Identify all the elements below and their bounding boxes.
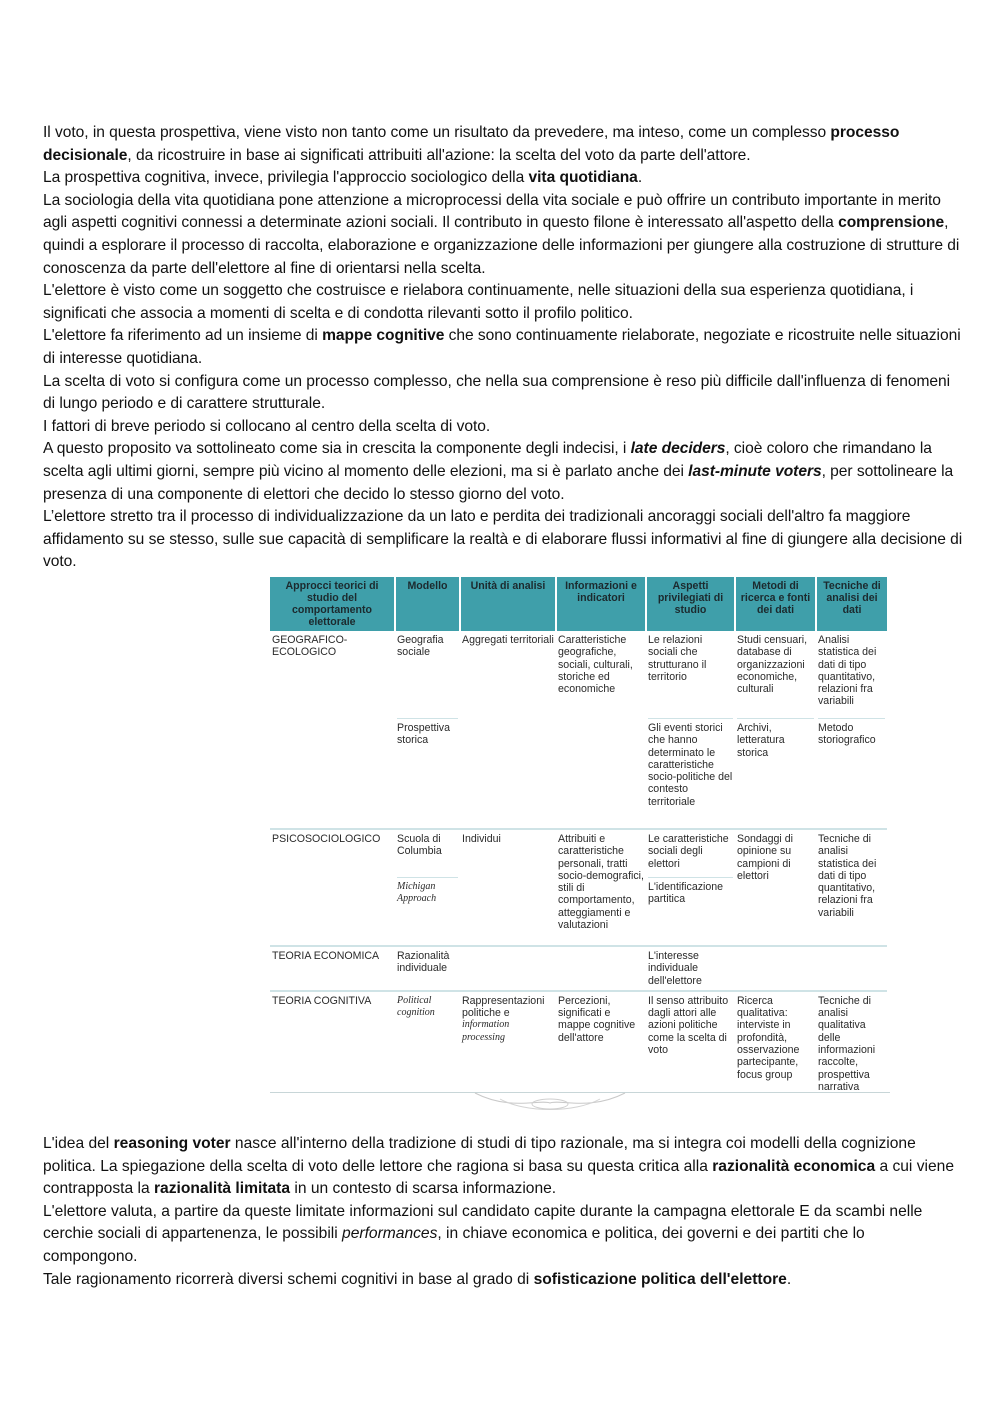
technique-cell: Analisi statistica dei dati di tipo quantitativo, relazioni fra variabili — [818, 634, 877, 708]
text-run: La scelta di voto si configura come un processo complesso, che nella sua comprensione è reso più difficile dall'influenza di fenomeni di lungo periodo e di carattere strutturale. — [43, 372, 951, 413]
method-cell: Archivi, letteratura storica — [737, 718, 814, 759]
text-run: , per sottolineare la presenza di una componente di elettori che decido lo stesso giorno del voto. — [43, 462, 954, 503]
body-text-bottom — [43, 1133, 963, 1291]
bold-term: razionalità economica — [712, 1157, 876, 1175]
unit-cell: Individui — [460, 829, 556, 946]
info-cell: Caratteristiche geografiche, sociali, culturali, storiche ed economiche — [558, 634, 633, 696]
technique-cell: Metodo storiografico — [818, 718, 885, 747]
text-run: Tale ragionamento ricorrerà diversi schemi cognitivi in base al grado di — [43, 1270, 534, 1288]
header-cell: Modello — [395, 577, 460, 631]
intro-paragraph — [43, 190, 963, 280]
text-run: . — [637, 169, 643, 187]
table-row-geografico — [270, 631, 887, 829]
text-run: Il voto, in questa prospettiva, viene visto non tanto come un risultato da prevedere, ma inteso, come un complesso — [43, 124, 831, 141]
text-run: che sono continuamente rielaborate, negoziate e ricostruite nelle situazioni di interesse quotidiana. — [43, 327, 961, 367]
header-cell: Unità di analisi — [460, 577, 556, 631]
italic-term: performances — [342, 1225, 438, 1243]
intro-paragraph — [43, 325, 963, 370]
text-run: L’elettore stretto tra il processo di individualizzazione da un lato e perdita dei tradizionali ancoraggi sociali dell'altro fa maggiore affidamento su se stesso, sulle sue capacità di semplificare la realtà e di elaborare flussi informativi al fine di giungere alla decisione di voto. — [43, 508, 963, 571]
model-cell: Scuola di Columbia — [397, 833, 442, 858]
unit-cell-italic: information processing — [462, 1019, 510, 1043]
table-row-psicosociologico — [270, 829, 887, 946]
technique-cell: Tecniche di analisi statistica dei dati di tipo quantitativo, relazioni fra variabili — [816, 829, 887, 946]
method-cell: Studi censuari, database di organizzazioni economiche, culturali — [737, 634, 808, 696]
bold-term: late deciders — [630, 440, 726, 458]
closing-paragraph — [43, 1269, 963, 1292]
model-cell: Geografia sociale — [397, 634, 444, 659]
info-cell: Percezioni, significati e mappe cognitive dell'attore — [556, 991, 646, 1096]
text-run: I fattori di breve periodo si collocano al centro della scelta di voto. — [43, 417, 491, 435]
text-run: La sociologia della vita quotidiana pone attenzione a microprocessi della vita sociale e può offrire un contributo importante in merito agli aspetti cognitivi connessi a determinate azioni sociali. Il contributo in questo filone è interessato all'aspetto della — [43, 191, 941, 232]
closing-paragraph — [43, 1133, 963, 1201]
aspect-cell: L'interesse individuale dell'elettore — [646, 946, 735, 991]
intro-paragraph — [43, 371, 963, 416]
info-cell: Attribuiti e caratteristiche personali, tratti socio-demografici, stili di comportamento, atteggiamenti e valutazioni — [556, 829, 646, 946]
unit-cell: Rappresentazioni politiche e — [462, 994, 545, 1020]
bold-term: vita quotidiana — [528, 169, 638, 187]
header-cell: Aspetti privilegiati di studio — [646, 577, 735, 631]
model-cell: Razionalità individuale — [395, 946, 460, 991]
text-run: a cui viene contrapposta la — [43, 1157, 955, 1198]
approach-cell: TEORIA ECONOMICA — [270, 946, 395, 991]
text-run: La prospettiva cognitiva, invece, privilegia l'approccio sociologico della — [43, 169, 529, 187]
table-header-row — [270, 577, 887, 631]
text-run: . — [786, 1270, 792, 1288]
bold-term: comprensione — [838, 214, 945, 232]
table-row-economica — [270, 946, 887, 991]
aspect-cell: Le caratteristiche sociali degli elettori — [648, 833, 729, 870]
aspect-cell: Le relazioni sociali che strutturano il territorio — [648, 634, 707, 683]
header-cell: Tecniche di analisi dei dati — [816, 577, 887, 631]
intro-paragraph — [43, 506, 963, 574]
text-run: , quindi a esplorare il processo di raccolta, elaborazione e organizzazione delle informazioni per giungere alla costruzione di strutture di conoscenza da parte dell'elettore al fine di orientarsi nella scelta. — [43, 214, 960, 277]
intro-paragraph — [43, 416, 963, 439]
body-text-top — [43, 122, 963, 574]
model-cell: Prospettiva storica — [397, 718, 458, 747]
text-run: , in chiave economica e politica, dei governi e dei partiti che lo compongono. — [43, 1225, 865, 1265]
unit-cell: Aggregati territoriali — [462, 634, 554, 646]
header-cell: Informazioni e indicatori — [556, 577, 646, 631]
text-run: A questo proposito va sottolineato come sia in crescita la componente degli indecisi, i — [43, 440, 631, 458]
text-run: L'elettore fa riferimento ad un insieme di — [43, 327, 323, 345]
table-row-cognitiva — [270, 991, 887, 1096]
electoral-behaviour-table-figure — [270, 577, 890, 1122]
approach-cell: TEORIA COGNITIVA — [270, 991, 395, 1096]
bold-term: reasoning voter — [113, 1135, 231, 1152]
model-cell: Michigan Approach — [397, 877, 458, 906]
header-cell: Metodi di ricerca e fonti dei dati — [735, 577, 816, 631]
intro-paragraph — [43, 122, 963, 167]
closing-paragraph — [43, 1201, 963, 1269]
intro-paragraph — [43, 438, 963, 506]
text-run: , cioè coloro che rimandano la scelta agli ultimi giorni, sempre più vicino al momento delle elezioni, ma si è parlato anche dei — [43, 440, 932, 480]
bold-term: mappe cognitive — [322, 327, 445, 345]
bold-term: last-minute voters — [688, 462, 822, 480]
approaches-table — [270, 577, 887, 1096]
intro-paragraph — [43, 280, 963, 325]
text-run: , da ricostruire in base ai significati attribuiti all'azione: la scelta del voto da parte dell'attore. — [127, 146, 751, 164]
model-cell: Political cognition — [395, 991, 460, 1096]
text-run: L'elettore è visto come un soggetto che costruisce e rielabora continuamente, nelle situazioni della sua esperienza quotidiana, i significati che associa a momenti di scelta e di condotta rilevanti sotto il profilo politico. — [43, 282, 914, 322]
bold-term: sofisticazione politica dell'elettore — [533, 1270, 787, 1288]
text-run: L'elettore valuta, a partire da queste limitate informazioni sul candidato capite durante la campagna elettorale E da scambi nelle cerchie sociali di appartenenza, le possibili — [43, 1202, 923, 1243]
header-cell: Approcci teorici di studio del comportamento elettorale — [270, 577, 395, 631]
text-run: nasce all'interno della tradizione di studi di tipo razionale, ma si integra coi modelli della cognizione politica. La spiegazione della scelta di voto delle lettore che ragiona si basa su questa critica alla — [43, 1135, 916, 1175]
ornament-flourish-icon — [470, 1089, 630, 1115]
bold-term: processo decisionale — [43, 124, 900, 164]
intro-paragraph — [43, 167, 963, 190]
text-run: in un contesto di scarsa informazione. — [290, 1180, 557, 1198]
method-cell: Ricerca qualitativa: interviste in profondità, osservazione partecipante, focus group — [735, 991, 816, 1096]
text-run: L'idea del — [43, 1135, 114, 1152]
approach-cell: PSICOSOCIOLOGICO — [270, 829, 395, 946]
approach-cell: GEOGRAFICO-ECOLOGICO — [272, 634, 348, 659]
aspect-cell: Gli eventi storici che hanno determinato le caratteristiche socio-politiche del contesto territoriale — [648, 718, 733, 808]
aspect-cell: Il senso attribuito dagli attori alle azioni politiche come la scelta di voto — [646, 991, 735, 1096]
bold-term: razionalità limitata — [153, 1180, 291, 1198]
technique-cell: Tecniche di analisi qualitativa delle informazioni raccolte, prospettiva narrativa — [816, 991, 887, 1096]
method-cell: Sondaggi di opinione su campioni di elettori — [735, 829, 816, 946]
aspect-cell: L'identificazione partitica — [648, 877, 733, 906]
